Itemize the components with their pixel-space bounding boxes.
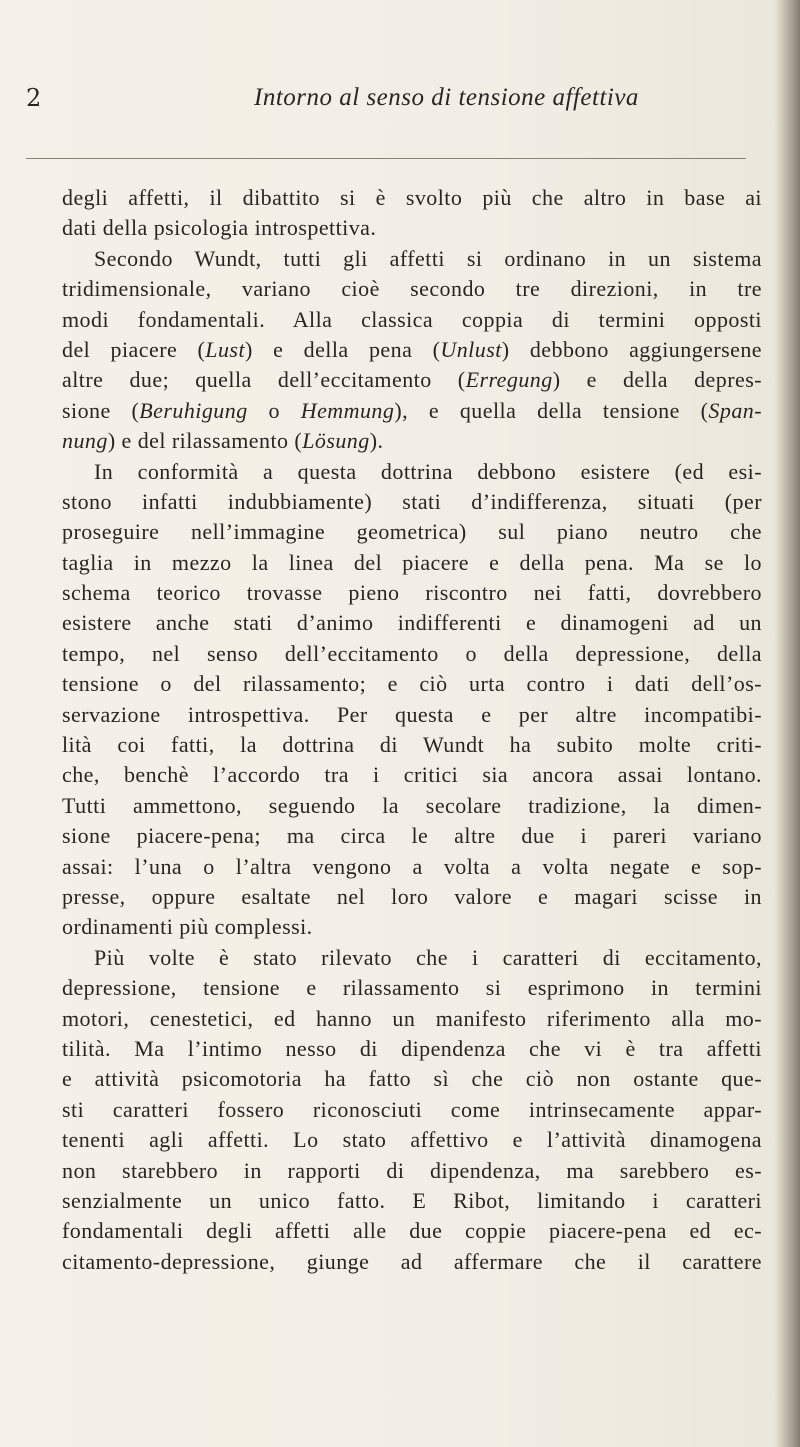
text-line: lità coi fatti, la dottrina di Wundt ha subito molte criti- [62, 732, 762, 758]
text-line: del piacere (Lust) e della pena (Unlust) debbono aggiungersene [62, 336, 762, 362]
text-line: schema teorico trovasse pieno riscontro nei fatti, dovrebbero [62, 580, 762, 606]
text-line: fondamentali degli affetti alle due coppie piacere-pena ed ec- [62, 1218, 762, 1244]
text-line: sione piacere-pena; ma circa le altre due i pareri variano [62, 823, 762, 849]
text-line: esistere anche stati d’animo indifferenti e dinamogeni ad un [62, 610, 762, 636]
text-line: che, benchè l’accordo tra i critici sia ancora assai lontano. [62, 762, 762, 788]
text-line: assai: l’una o l’altra vengono a volta a volta negate e sop- [62, 853, 762, 879]
header-rule [26, 158, 746, 159]
text-line: tempo, nel senso dell’eccitamento o della depressione, della [62, 640, 762, 666]
text-line: senzialmente un unico fatto. E Ribot, limitando i caratteri [62, 1187, 762, 1213]
text-line: tridimensionale, variano cioè secondo tre direzioni, in tre [62, 276, 762, 302]
text-line: dati della psicologia introspettiva. [62, 215, 377, 241]
running-title: Intorno al senso di tensione affettiva [254, 84, 639, 111]
text-line: citamento-depressione, giunge ad affermare che il carattere [62, 1248, 762, 1274]
text-line: modi fondamentali. Alla classica coppia di termini opposti [62, 306, 762, 332]
text-line: non starebbero in rapporti di dipendenza, ma sarebbero es- [62, 1157, 762, 1183]
text-line: depressione, tensione e rilassamento si esprimono in termini [62, 975, 762, 1001]
text-line: altre due; quella dell’eccitamento (Erregung) e della depres- [62, 367, 762, 393]
running-head [0, 78, 800, 118]
text-line: sti caratteri fossero riconosciuti come intrinsecamente appar- [62, 1096, 762, 1122]
text-line: degli affetti, il dibattito si è svolto più che altro in base ai [62, 185, 762, 210]
text-line: nung) e del rilassamento (Lösung). [62, 428, 384, 454]
text-line: Secondo Wundt, tutti gli affetti si ordinano in un sistema [94, 245, 762, 271]
text-line: stono infatti indubbiamente) stati d’indifferenza, situati (per [62, 488, 762, 514]
text-line: presse, oppure esaltate nel loro valore e magari scisse in [62, 883, 762, 909]
text-line: In conformità a questa dottrina debbono esistere (ed esi- [94, 458, 762, 484]
text-line: proseguire nell’immagine geometrica) sul piano neutro che [62, 519, 762, 545]
text-line: sione (Beruhigung o Hemmung), e quella della tensione (Span- [62, 397, 762, 423]
text-line: tenenti agli affetti. Lo stato affettivo e l’attività dinamogena [62, 1127, 762, 1153]
text-line: Tutti ammettono, seguendo la secolare tradizione, la dimen- [62, 792, 762, 818]
text-line: servazione introspettiva. Per questa e per altre incompatibi- [62, 701, 762, 727]
page-binding-edge [774, 0, 800, 1447]
text-line: tilità. Ma l’intimo nesso di dipendenza che vi è tra affetti [62, 1035, 762, 1061]
page-number: 2 [26, 84, 42, 112]
text-line: Più volte è stato rilevato che i caratteri di eccitamento, [94, 944, 762, 970]
text-line: e attività psicomotoria ha fatto sì che ciò non ostante que- [62, 1066, 762, 1092]
text-line: ordinamenti più complessi. [62, 914, 313, 940]
text-line: tensione o del rilassamento; e ciò urta contro i dati dell’os- [62, 671, 762, 697]
body-text [62, 183, 762, 1277]
text-line: motori, cenestetici, ed hanno un manifesto riferimento alla mo- [62, 1005, 762, 1031]
text-line: taglia in mezzo la linea del piacere e della pena. Ma se lo [62, 549, 762, 575]
